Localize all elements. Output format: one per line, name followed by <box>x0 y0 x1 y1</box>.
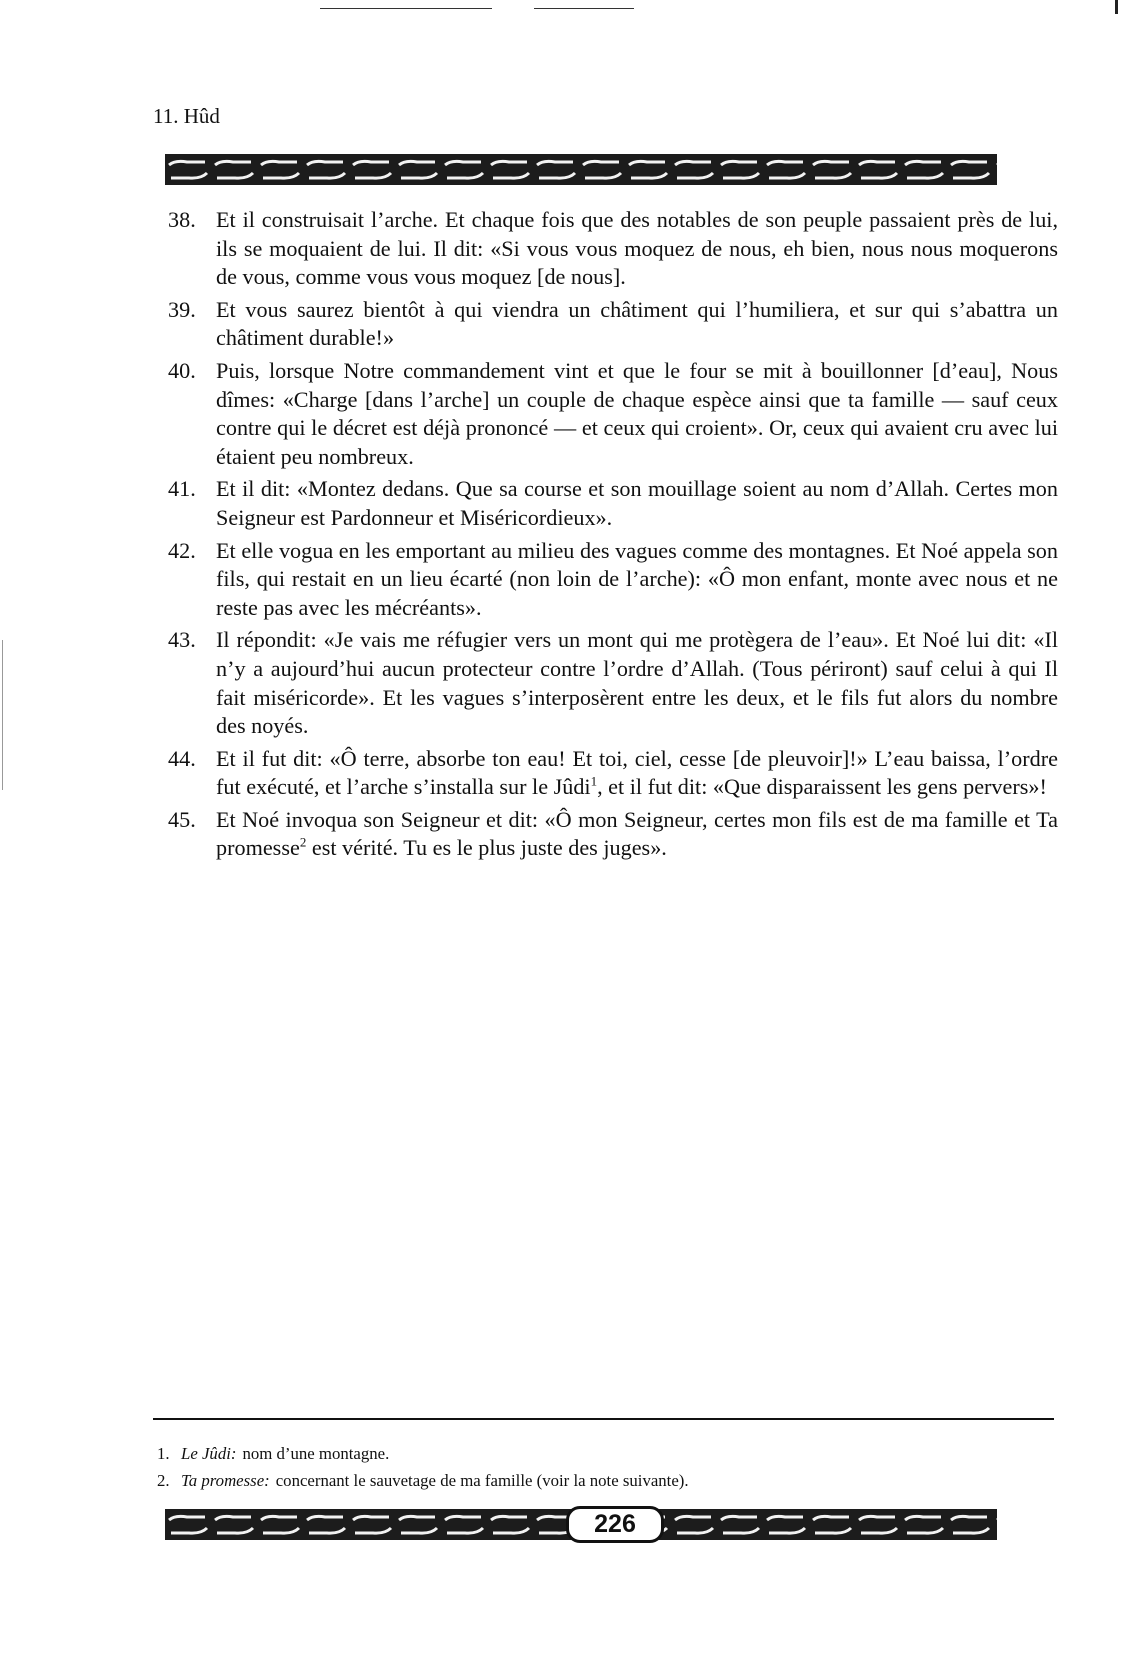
margin-tick <box>2 640 3 790</box>
verse-number: 39. <box>168 296 196 322</box>
verse-44 <box>168 745 1058 802</box>
verse-43 <box>168 626 1058 740</box>
verse-number: 43. <box>168 627 196 653</box>
verse-39 <box>168 296 1058 353</box>
verse-45 <box>168 806 1058 863</box>
footnote-term: Ta promesse: <box>181 1471 270 1490</box>
verse-list <box>168 206 1058 867</box>
top-rule-left <box>320 8 492 9</box>
verse-text: Puis, lorsque Notre commandement vint et que le four se mit à bouillonner [d’eau], Nous dîmes: «Charge [dans l’arche] un couple de chaque espèce ainsi que ta famille — sauf ceux contre qui le décret est déjà prononcé — et ceux qui croient». Or, ceux qui avaient cru avec lui étaient peu nombreux. <box>216 357 1058 469</box>
footnote-2 <box>157 1467 1057 1494</box>
footnote-text: concernant le sauvetage de ma famille (voir la note suivante). <box>275 1471 689 1490</box>
top-rule-right <box>534 8 634 9</box>
page-number: 226 <box>566 1506 664 1543</box>
top-ornament-band <box>165 154 997 185</box>
footnote-term: Le Jûdi: <box>181 1444 237 1463</box>
verse-41 <box>168 475 1058 532</box>
footnote-1 <box>157 1440 1057 1467</box>
verse-number: 45. <box>168 806 196 832</box>
verse-42 <box>168 537 1058 623</box>
verse-text <box>216 745 1058 802</box>
verse-text: Et vous saurez bientôt à qui viendra un châtiment qui l’humiliera, et sur qui s’abattra un châtiment durable!» <box>216 296 1058 351</box>
verse-38 <box>168 206 1058 292</box>
verse-text: Et elle vogua en les emportant au milieu des vagues comme des montagnes. Et Noé appela son fils, qui restait en un lieu écarté (non loin de l’arche): «Ô mon enfant, monte avec nous et ne reste pas avec les mécréants». <box>216 537 1058 620</box>
verse-text <box>216 806 1058 863</box>
verse-text-part: est vérité. Tu es le plus juste des juges». <box>306 835 667 861</box>
verse-text: Il répondit: «Je vais me réfugier vers un mont qui me protègera de l’eau». Et Noé lui dit: «Il n’y a aujourd’hui aucun protecteur contre l’ordre d’Allah. (Tous périront) sauf celui à qui Il fait miséricorde». Et les vagues s’interposèrent entre les deux, et le fils fut alors du nombre des noyés. <box>216 627 1058 739</box>
footnote-number: 1. <box>157 1444 170 1463</box>
verse-number: 40. <box>168 357 196 383</box>
verse-40 <box>168 357 1058 471</box>
footnote-ref: 2 <box>299 835 307 851</box>
verse-number: 41. <box>168 476 196 502</box>
footnote-number: 2. <box>157 1471 170 1490</box>
chapter-title: 11. Hûd <box>153 104 220 128</box>
footnotes <box>157 1440 1057 1494</box>
verse-text: Et il construisait l’arche. Et chaque fois que des notables de son peuple passaient près de lui, ils se moquaient de lui. Il dit: «Si vous vous moquez de nous, eh bien, nous nous moquerons de vous, comme vous vous moquez [de nous]. <box>216 207 1058 290</box>
verse-text-part: , et il fut dit: «Que disparaissent les gens pervers»! <box>597 774 1047 800</box>
verse-text-part: Et Noé invoqua son Seigneur et dit: «Ô mon Seigneur, certes mon fils est de ma famille et Ta promesse <box>216 806 1058 861</box>
footnote-text: nom d’une montagne. <box>242 1444 390 1463</box>
verse-text: Et il dit: «Montez dedans. Que sa course et son mouillage soient au nom d’Allah. Certes mon Seigneur est Pardonneur et Miséricordieux». <box>216 476 1058 530</box>
verse-text-part: Et il fut dit: «Ô terre, absorbe ton eau! Et toi, ciel, cesse [de pleuvoir]!» L’eau baissa, l’ordre fut exécuté, et l’arche s’installa sur le Jûdi <box>216 745 1058 800</box>
verse-number: 42. <box>168 537 196 563</box>
footnote-ref: 1 <box>590 773 598 789</box>
corner-mark <box>1115 0 1118 14</box>
verse-number: 44. <box>168 745 196 771</box>
verse-number: 38. <box>168 207 196 232</box>
footnote-rule <box>153 1418 1054 1420</box>
